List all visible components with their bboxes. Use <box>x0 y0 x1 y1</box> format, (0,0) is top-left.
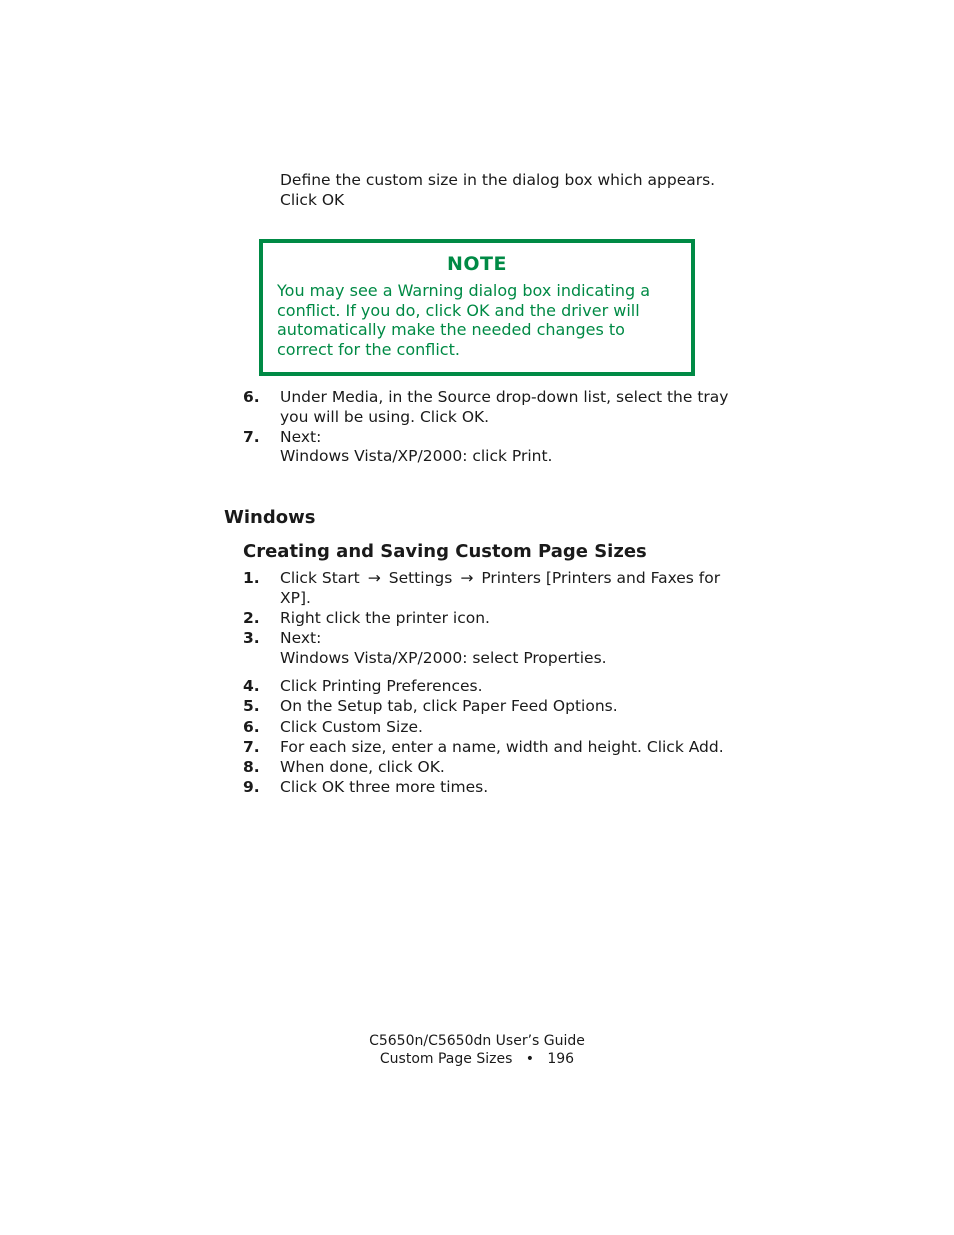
step-text: Next: <box>280 629 322 648</box>
step-number: 9. <box>243 778 260 797</box>
footer-page-number: 196 <box>547 1051 575 1067</box>
list-item <box>243 758 743 778</box>
list-item <box>243 609 743 629</box>
steps-list-media <box>243 388 743 467</box>
footer-section-name: Custom Page Sizes <box>379 1051 513 1067</box>
footer-bullet: • <box>525 1051 534 1067</box>
step-text: On the Setup tab, click Paper Feed Options. <box>280 697 618 716</box>
list-item <box>243 677 743 697</box>
intro-line-2: Click OK <box>280 190 345 209</box>
list-item <box>243 718 743 738</box>
step-number: 8. <box>243 758 260 777</box>
step-number: 7. <box>243 427 260 446</box>
steps-list-custom-sizes <box>243 569 743 799</box>
step-text: Click Printing Preferences. <box>280 676 483 695</box>
footer-page-info <box>0 1050 954 1068</box>
list-item <box>243 778 743 798</box>
step-number: 6. <box>243 388 260 406</box>
step-number: 6. <box>243 717 260 736</box>
footer-guide-title: C5650n/C5650dn User’s Guide <box>369 1033 585 1049</box>
list-item <box>243 697 743 717</box>
arrow-right-icon: → <box>460 569 474 587</box>
step-number: 1. <box>243 569 260 587</box>
step-number: 2. <box>243 609 260 628</box>
page-footer <box>0 1032 954 1068</box>
step-text: Under Media, in the Source drop-down list, select the tray you will be using. Click OK. <box>280 388 729 426</box>
list-item <box>243 388 743 428</box>
step-number: 7. <box>243 737 260 756</box>
list-item <box>243 428 743 468</box>
step-number: 5. <box>243 697 260 716</box>
note-text: You may see a Warning dialog box indicating a conflict. If you do, click OK and the driver will automatically make the needed changes to correct for the conflict. <box>277 281 651 360</box>
step-text: Click Custom Size. <box>280 717 423 736</box>
step-text: Right click the printer icon. <box>280 609 490 628</box>
note-title: NOTE <box>447 253 507 275</box>
note-box <box>259 239 695 376</box>
intro-paragraph <box>280 171 740 210</box>
section-heading: Windows <box>224 507 316 528</box>
step-text-printers: Printers [Printers and Faxes for XP]. <box>280 569 721 607</box>
step-text-settings: Settings <box>388 569 453 587</box>
step-subtext: Windows Vista/XP/2000: select Properties. <box>280 649 607 668</box>
step-text: Click OK three more times. <box>280 778 489 797</box>
list-item <box>243 738 743 758</box>
step-text-start: Click Start <box>280 569 360 587</box>
step-number: 4. <box>243 676 260 695</box>
list-item <box>243 569 743 609</box>
step-subtext: Windows Vista/XP/2000: click Print. <box>280 447 553 466</box>
intro-line-1: Define the custom size in the dialog box which appears. <box>280 171 716 189</box>
arrow-right-icon: → <box>367 569 381 587</box>
list-item <box>243 629 743 669</box>
section-subheading: Creating and Saving Custom Page Sizes <box>243 541 647 562</box>
step-text: When done, click OK. <box>280 758 445 777</box>
step-text: Next: <box>280 427 322 446</box>
step-text: For each size, enter a name, width and height. Click Add. <box>280 737 724 756</box>
step-number: 3. <box>243 629 260 648</box>
step-text <box>280 569 743 609</box>
